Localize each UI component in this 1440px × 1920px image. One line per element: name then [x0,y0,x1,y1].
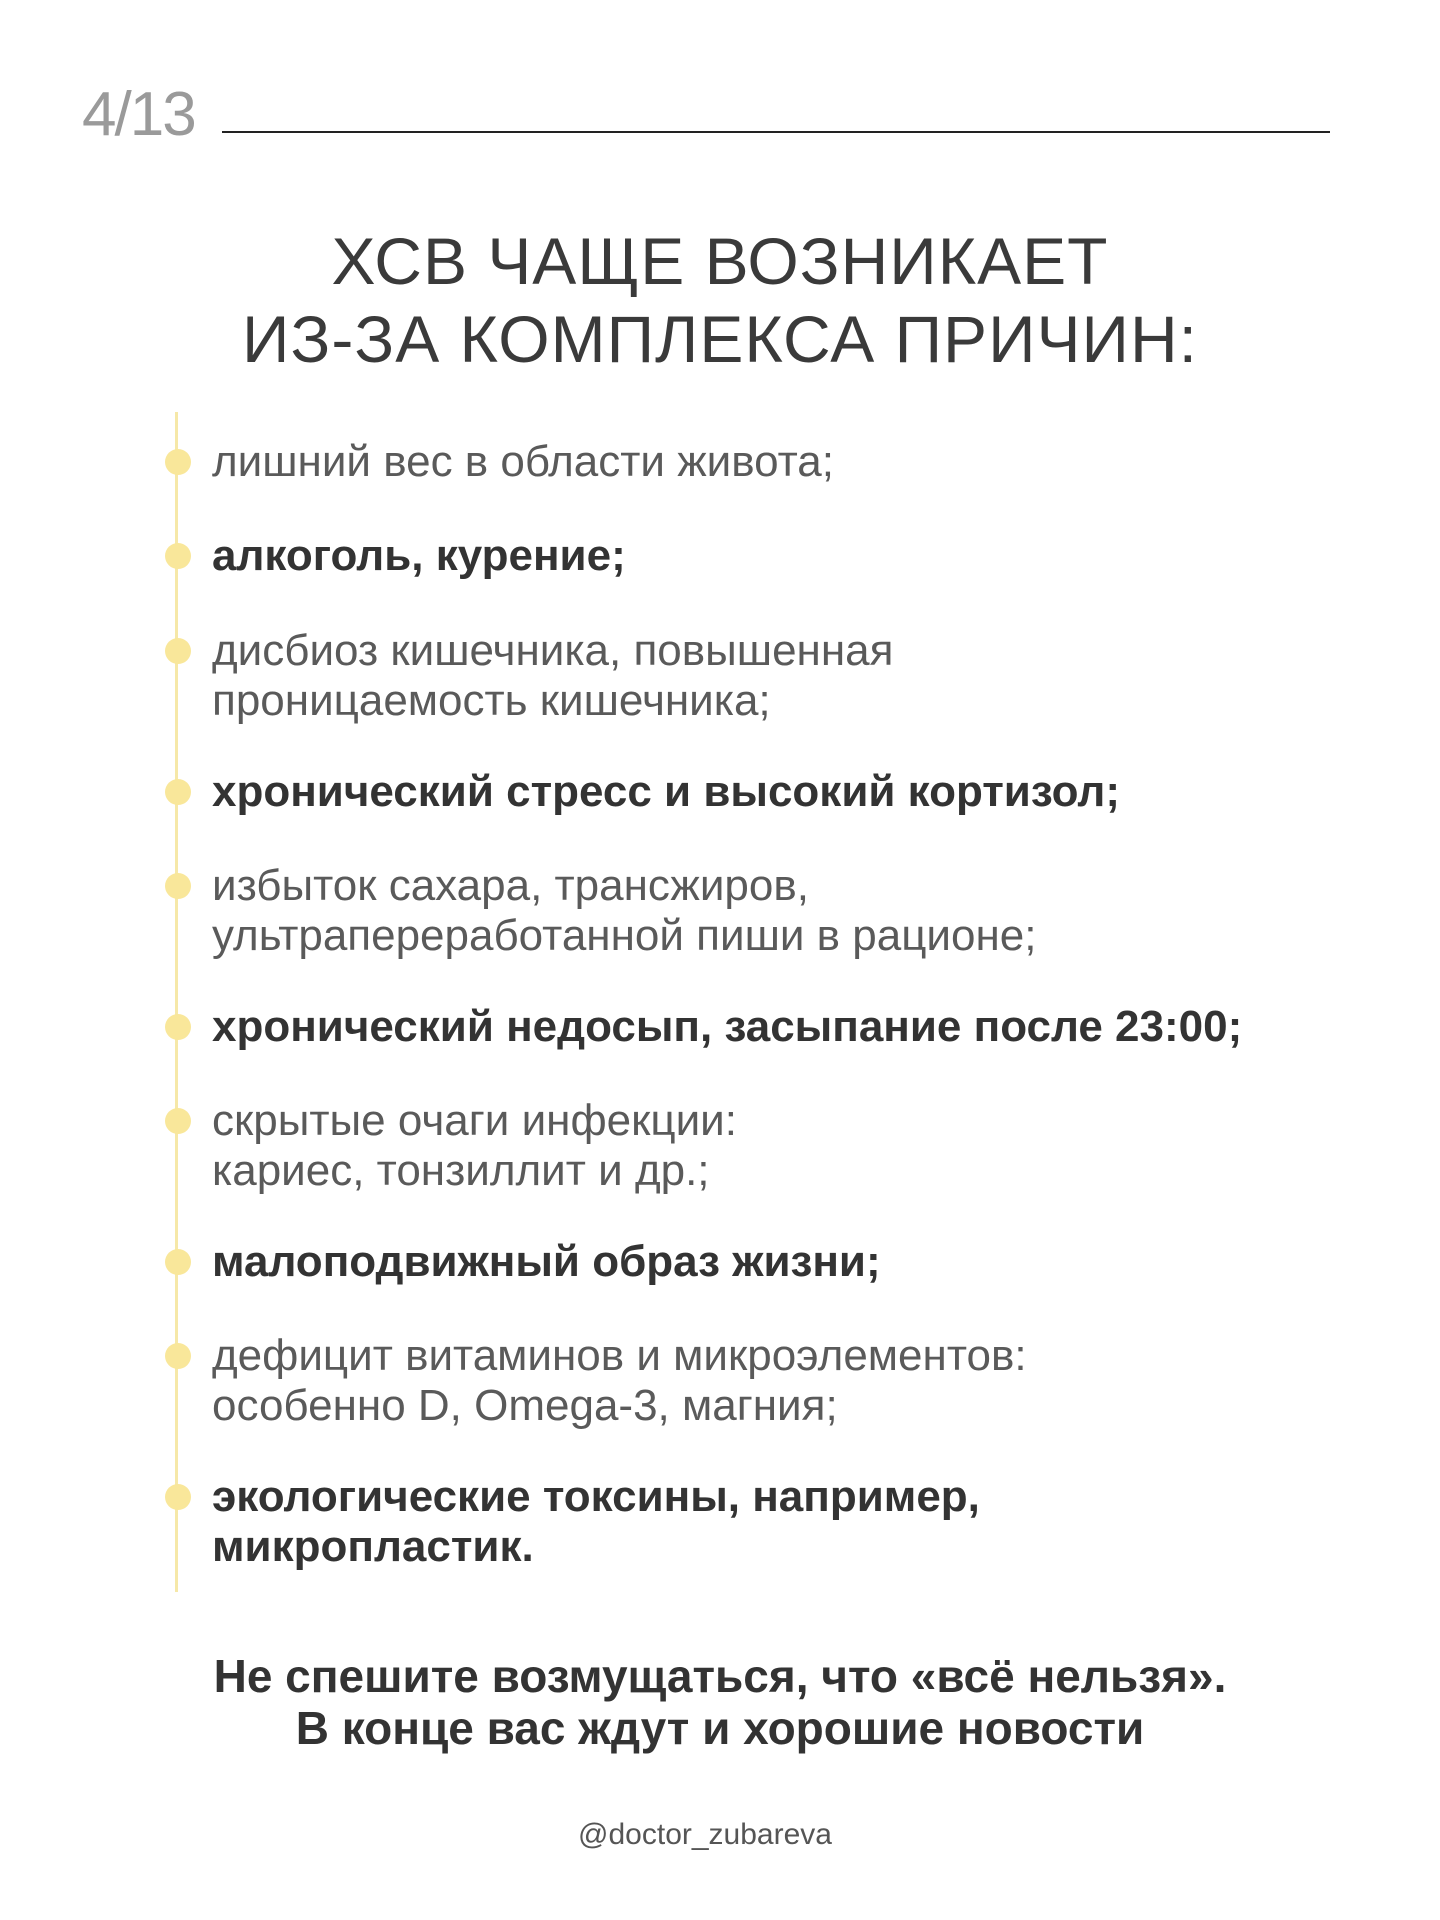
list-item-text [212,626,1412,726]
bullet-dot-icon [165,1014,191,1040]
list-item-line: избыток сахара, трансжиров, [212,861,809,910]
list-item-line: скрытые очаги инфекции: [212,1096,737,1145]
bullet-dot-icon [165,1249,191,1275]
list-item-text [212,437,1412,487]
list-item [212,1096,1412,1196]
list-item-line: хронический недосып, засыпание после 23:00; [212,1002,1243,1051]
footer-note-line-1: Не спешите возмущаться, что «всё нельзя». [213,1650,1227,1702]
bullet-dot-icon [165,449,191,475]
list-item-text [212,861,1412,961]
list-item-line: хронический стресс и высокий кортизол; [212,767,1121,816]
bullet-dot-icon [165,779,191,805]
list-item-line: алкоголь, курение; [212,531,626,580]
list-item-text [212,1237,1412,1287]
title-line-2: ИЗ-ЗА КОМПЛЕКСА ПРИЧИН: [242,302,1198,376]
list-item-line: малоподвижный образ жизни; [212,1237,881,1286]
list-item-line: дисбиоз кишечника, повышенная [212,626,894,675]
list-item [212,437,1412,487]
bullet-dot-icon [165,1484,191,1510]
list-item-line: лишний вес в области живота; [212,437,834,486]
page-number: 4/13 [82,80,195,149]
list-item [212,531,1412,581]
list-item-line: проницаемость кишечника; [212,676,771,725]
list-item-line: экологические токсины, например, [212,1472,980,1521]
bullet-dot-icon [165,543,191,569]
list-item-line: кариес, тонзиллит и др.; [212,1146,710,1195]
title-line-1: ХСВ ЧАЩЕ ВОЗНИКАЕТ [331,224,1109,298]
list-item-text [212,1002,1412,1052]
list-item-text [212,1472,1412,1572]
bullet-dot-icon [165,1343,191,1369]
list-item [212,1237,1412,1287]
page-title [0,222,1440,378]
header-divider [222,131,1330,133]
list-item [212,767,1412,817]
list-item-line: особенно D, Omega-3, магния; [212,1381,838,1430]
list-item [212,1472,1412,1572]
bullet-dot-icon [165,873,191,899]
bullet-dot-icon [165,638,191,664]
list-item [212,626,1412,726]
list-item-text [212,767,1412,817]
list-item [212,861,1412,961]
list-item-line: дефицит витаминов и микроэлементов: [212,1331,1027,1380]
list-item [212,1331,1412,1431]
list-item-text [212,1331,1412,1431]
list-item-text [212,1096,1412,1196]
timeline-line [175,412,178,1592]
list-item-line: ультрапереработанной пиши в рационе; [212,911,1037,960]
bullet-dot-icon [165,1108,191,1134]
list-item-line: микропластик. [212,1522,534,1571]
footer-note [0,1650,1440,1754]
author-handle: @doctor_zubareva [578,1818,832,1851]
list-item-text [212,531,1412,581]
footer-note-line-2: В конце вас ждут и хорошие новости [295,1702,1145,1754]
list-item [212,1002,1412,1052]
